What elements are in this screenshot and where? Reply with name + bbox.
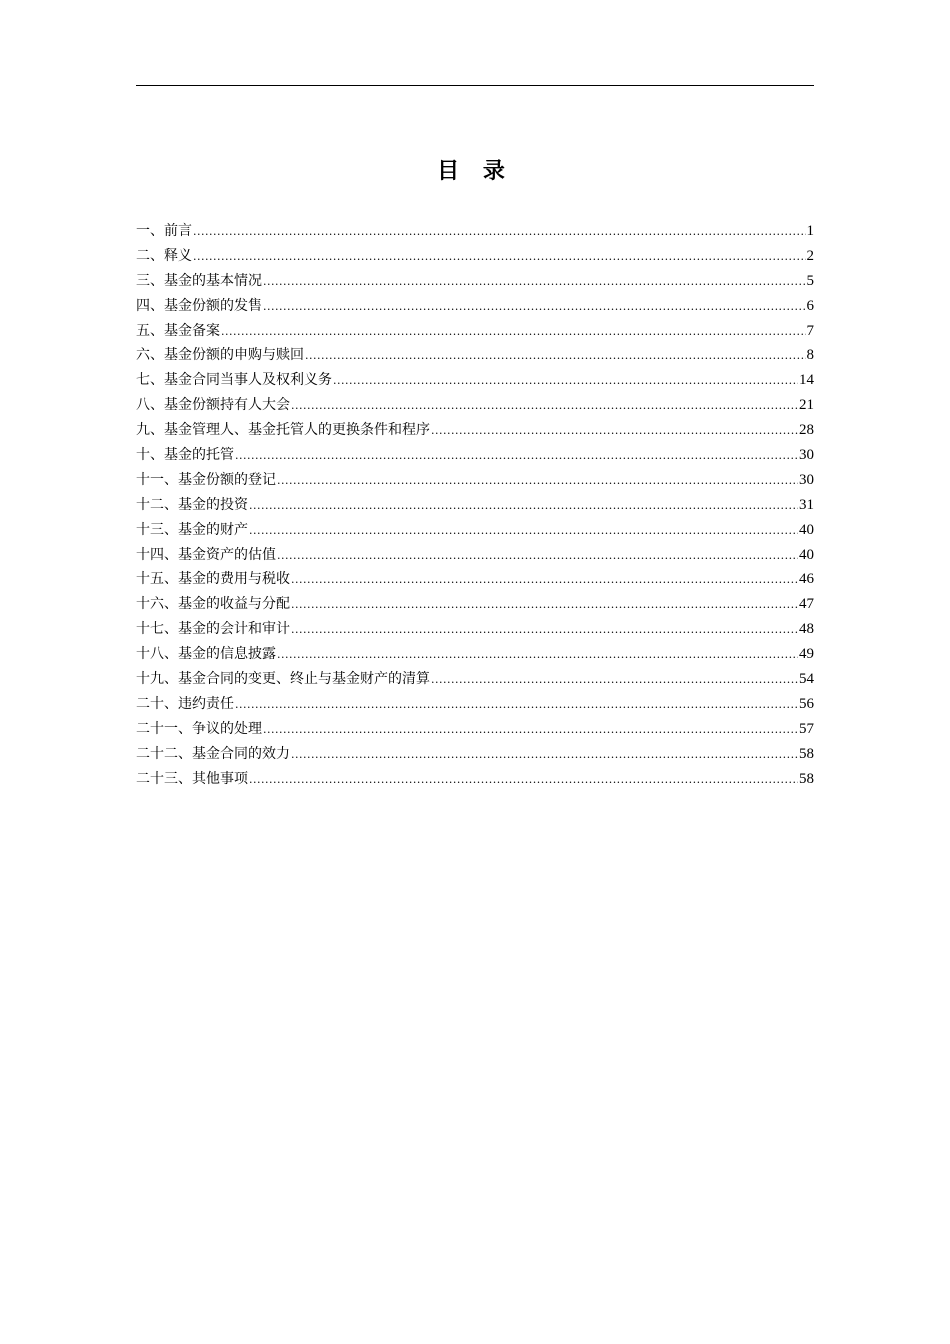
- toc-entry[interactable]: [136, 493, 814, 518]
- toc-entry-page: 48: [799, 621, 814, 638]
- toc-dot-leader: [263, 270, 806, 295]
- toc-entry-label: 二、释义: [136, 247, 192, 264]
- toc-entry[interactable]: [136, 443, 814, 468]
- toc-entry-page: 1: [806, 223, 814, 239]
- toc-entry-page: 28: [799, 422, 814, 439]
- toc-dot-leader: [249, 519, 798, 544]
- toc-dot-leader: [249, 494, 798, 519]
- toc-entry-label: 十八、基金的信息披露: [136, 646, 276, 663]
- toc-entry[interactable]: [136, 543, 814, 568]
- toc-entry[interactable]: [136, 393, 814, 418]
- toc-dot-leader: [277, 469, 798, 494]
- toc-entry[interactable]: [136, 742, 814, 767]
- toc-entry[interactable]: [136, 518, 814, 543]
- toc-dot-leader: [249, 768, 798, 793]
- toc-entry[interactable]: [136, 269, 814, 294]
- toc-entry-label: 六、基金份额的申购与赎回: [136, 347, 304, 364]
- toc-entry[interactable]: [136, 692, 814, 717]
- toc-dot-leader: [221, 320, 806, 345]
- toc-entry-page: 46: [799, 571, 814, 588]
- toc-dot-leader: [291, 743, 798, 768]
- toc-entry-label: 十、基金的托管: [136, 447, 234, 464]
- toc-entry-page: 5: [806, 272, 814, 289]
- toc-entry-label: 十七、基金的会计和审计: [136, 621, 290, 638]
- toc-entry-label: 二十三、其他事项: [136, 770, 248, 787]
- toc-entry-page: 30: [799, 447, 814, 464]
- toc-entry-page: 54: [799, 671, 814, 688]
- toc-dot-leader: [263, 295, 806, 320]
- toc-entry-label: 十六、基金的收益与分配: [136, 596, 290, 613]
- toc-entry-label: 二十二、基金合同的效力: [136, 745, 290, 762]
- toc-dot-leader: [263, 718, 798, 743]
- toc-dot-leader: [277, 544, 798, 569]
- toc-entry-page: 58: [799, 745, 814, 762]
- toc-entry[interactable]: [136, 567, 814, 592]
- toc-entry-page: 40: [799, 546, 814, 563]
- toc-entry-label: 八、基金份额持有人大会: [136, 397, 290, 414]
- header-rule: [136, 85, 814, 86]
- toc-entry[interactable]: [136, 642, 814, 667]
- toc-dot-leader: [235, 693, 798, 718]
- toc-dot-leader: [193, 245, 806, 270]
- toc-entry-page: 56: [799, 695, 814, 712]
- toc-entry[interactable]: [136, 343, 814, 368]
- toc-dot-leader: [277, 643, 798, 668]
- table-of-contents: [136, 219, 814, 791]
- toc-entry-label: 二十一、争议的处理: [136, 720, 262, 737]
- toc-entry[interactable]: [136, 617, 814, 642]
- toc-entry-label: 五、基金备案: [136, 322, 220, 339]
- toc-entry-page: 58: [799, 770, 814, 787]
- toc-entry[interactable]: [136, 244, 814, 269]
- toc-entry-page: 2: [806, 247, 814, 264]
- toc-dot-leader: [235, 444, 798, 469]
- toc-dot-leader: [291, 593, 798, 618]
- toc-entry-label: 十九、基金合同的变更、终止与基金财产的清算: [136, 671, 430, 688]
- toc-entry-label: 七、基金合同当事人及权利义务: [136, 372, 332, 389]
- toc-entry[interactable]: [136, 468, 814, 493]
- toc-entry-page: 49: [799, 646, 814, 663]
- toc-entry[interactable]: [136, 667, 814, 692]
- toc-entry-page: 31: [799, 496, 814, 513]
- toc-title: 目 录: [437, 158, 513, 184]
- toc-dot-leader: [431, 668, 798, 693]
- toc-entry-page: 7: [806, 322, 814, 339]
- toc-entry-page: 6: [806, 297, 814, 314]
- toc-entry-page: 14: [799, 372, 814, 389]
- toc-entry-page: 57: [799, 720, 814, 737]
- toc-entry[interactable]: [136, 717, 814, 742]
- toc-entry-label: 四、基金份额的发售: [136, 297, 262, 314]
- toc-dot-leader: [431, 419, 798, 444]
- toc-entry-label: 三、基金的基本情况: [136, 272, 262, 289]
- toc-entry[interactable]: [136, 368, 814, 393]
- toc-entry-page: 47: [799, 596, 814, 613]
- toc-entry-page: 30: [799, 471, 814, 488]
- toc-entry[interactable]: [136, 319, 814, 344]
- toc-dot-leader: [305, 344, 806, 369]
- toc-entry-page: 21: [799, 397, 814, 414]
- toc-entry-label: 十二、基金的投资: [136, 496, 248, 513]
- toc-entry[interactable]: [136, 418, 814, 443]
- toc-dot-leader: [291, 568, 798, 593]
- toc-dot-leader: [291, 394, 798, 419]
- toc-dot-leader: [291, 618, 798, 643]
- toc-entry-page: 8: [806, 347, 814, 364]
- toc-dot-leader: [193, 220, 806, 245]
- toc-entry-label: 二十、违约责任: [136, 695, 234, 712]
- toc-entry[interactable]: [136, 219, 814, 244]
- toc-entry[interactable]: [136, 294, 814, 319]
- toc-entry-label: 一、前言: [136, 223, 192, 239]
- toc-entry-page: 40: [799, 521, 814, 538]
- toc-entry[interactable]: [136, 592, 814, 617]
- toc-entry-label: 十五、基金的费用与税收: [136, 571, 290, 588]
- toc-entry[interactable]: [136, 767, 814, 792]
- toc-entry-label: 九、基金管理人、基金托管人的更换条件和程序: [136, 422, 430, 439]
- toc-entry-label: 十一、基金份额的登记: [136, 471, 276, 488]
- toc-entry-label: 十四、基金资产的估值: [136, 546, 276, 563]
- toc-entry-label: 十三、基金的财产: [136, 521, 248, 538]
- toc-dot-leader: [333, 369, 798, 394]
